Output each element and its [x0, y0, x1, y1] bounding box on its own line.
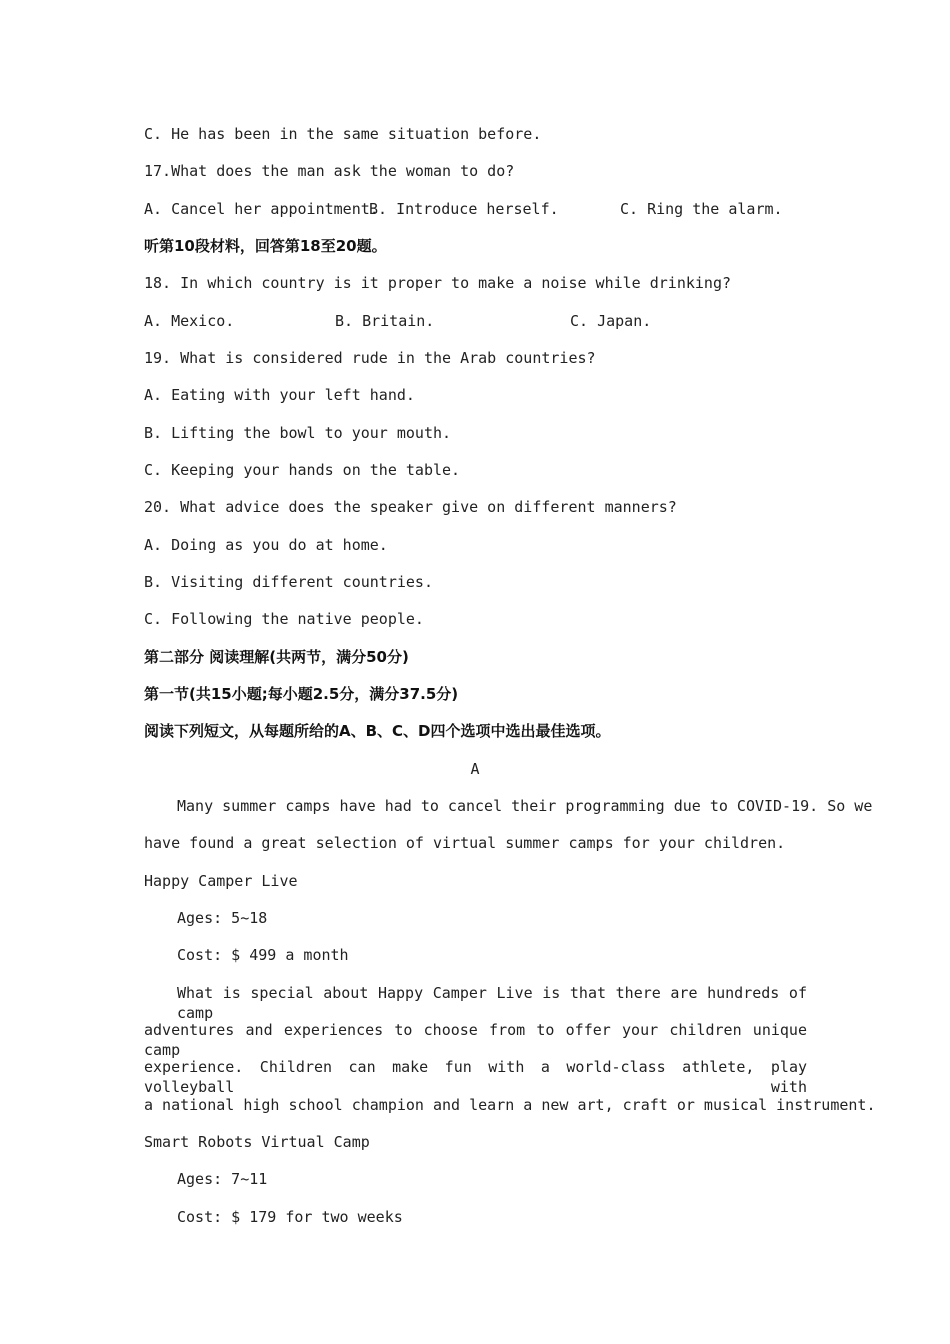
q17-option-c: C. Ring the alarm.: [620, 200, 783, 218]
reading-instructions: 阅读下列短文，从每题所给的A、B、C、D四个选项中选出最佳选项。: [144, 722, 611, 740]
section1-header: 第一节(共15小题;每小题2.5分，满分37.5分): [144, 685, 459, 703]
q20-option-b: B. Visiting different countries.: [144, 573, 433, 591]
camp1-name: Happy Camper Live: [144, 872, 298, 890]
q16-option-c: C. He has been in the same situation before.: [144, 125, 542, 143]
q19-question: 19. What is considered rude in the Arab countries?: [144, 349, 596, 367]
q18-option-a: A. Mexico.: [144, 312, 235, 330]
q17-option-a: A. Cancel her appointment.: [144, 200, 379, 218]
q17-question: 17.What does the man ask the woman to do?: [144, 162, 515, 180]
q18-option-b: B. Britain.: [335, 312, 435, 330]
q19-option-c: C. Keeping your hands on the table.: [144, 461, 461, 479]
camp1-desc-line4: a national high school champion and learn a new art, craft or musical instrument.: [144, 1096, 876, 1114]
part2-header: 第二部分 阅读理解(共两节，满分50分): [144, 648, 409, 666]
passage-intro-line1: Many summer camps have had to cancel their programming due to COVID-19. So we: [177, 797, 873, 815]
q20-option-c: C. Following the native people.: [144, 610, 424, 628]
camp1-desc-line1: What is special about Happy Camper Live is that there are hundreds of camp: [177, 984, 807, 1022]
camp1-desc-line2: adventures and experiences to choose from to offer your children unique camp: [144, 1021, 807, 1059]
q20-question: 20. What advice does the speaker give on different manners?: [144, 498, 677, 516]
camp1-ages: Ages: 5~18: [177, 909, 268, 927]
passage-intro-line2: have found a great selection of virtual summer camps for your children.: [144, 834, 786, 852]
section10-header: 听第10段材料，回答第18至20题。: [144, 237, 387, 255]
q19-option-b: B. Lifting the bowl to your mouth.: [144, 424, 452, 442]
q19-option-a: A. Eating with your left hand.: [144, 386, 415, 404]
camp1-cost: Cost: $ 499 a month: [177, 946, 349, 964]
camp2-name: Smart Robots Virtual Camp: [144, 1133, 370, 1151]
q18-question: 18. In which country is it proper to make a noise while drinking?: [144, 274, 731, 292]
q18-option-c: C. Japan.: [570, 312, 652, 330]
camp2-ages: Ages: 7~11: [177, 1170, 268, 1188]
passage-label: A: [470, 760, 480, 778]
q20-option-a: A. Doing as you do at home.: [144, 536, 388, 554]
camp1-desc-line3: experience. Children can make fun with a world-class athlete, play volleyball with: [144, 1058, 807, 1096]
q17-option-b: B. Introduce herself.: [369, 200, 559, 218]
camp2-cost: Cost: $ 179 for two weeks: [177, 1208, 403, 1226]
